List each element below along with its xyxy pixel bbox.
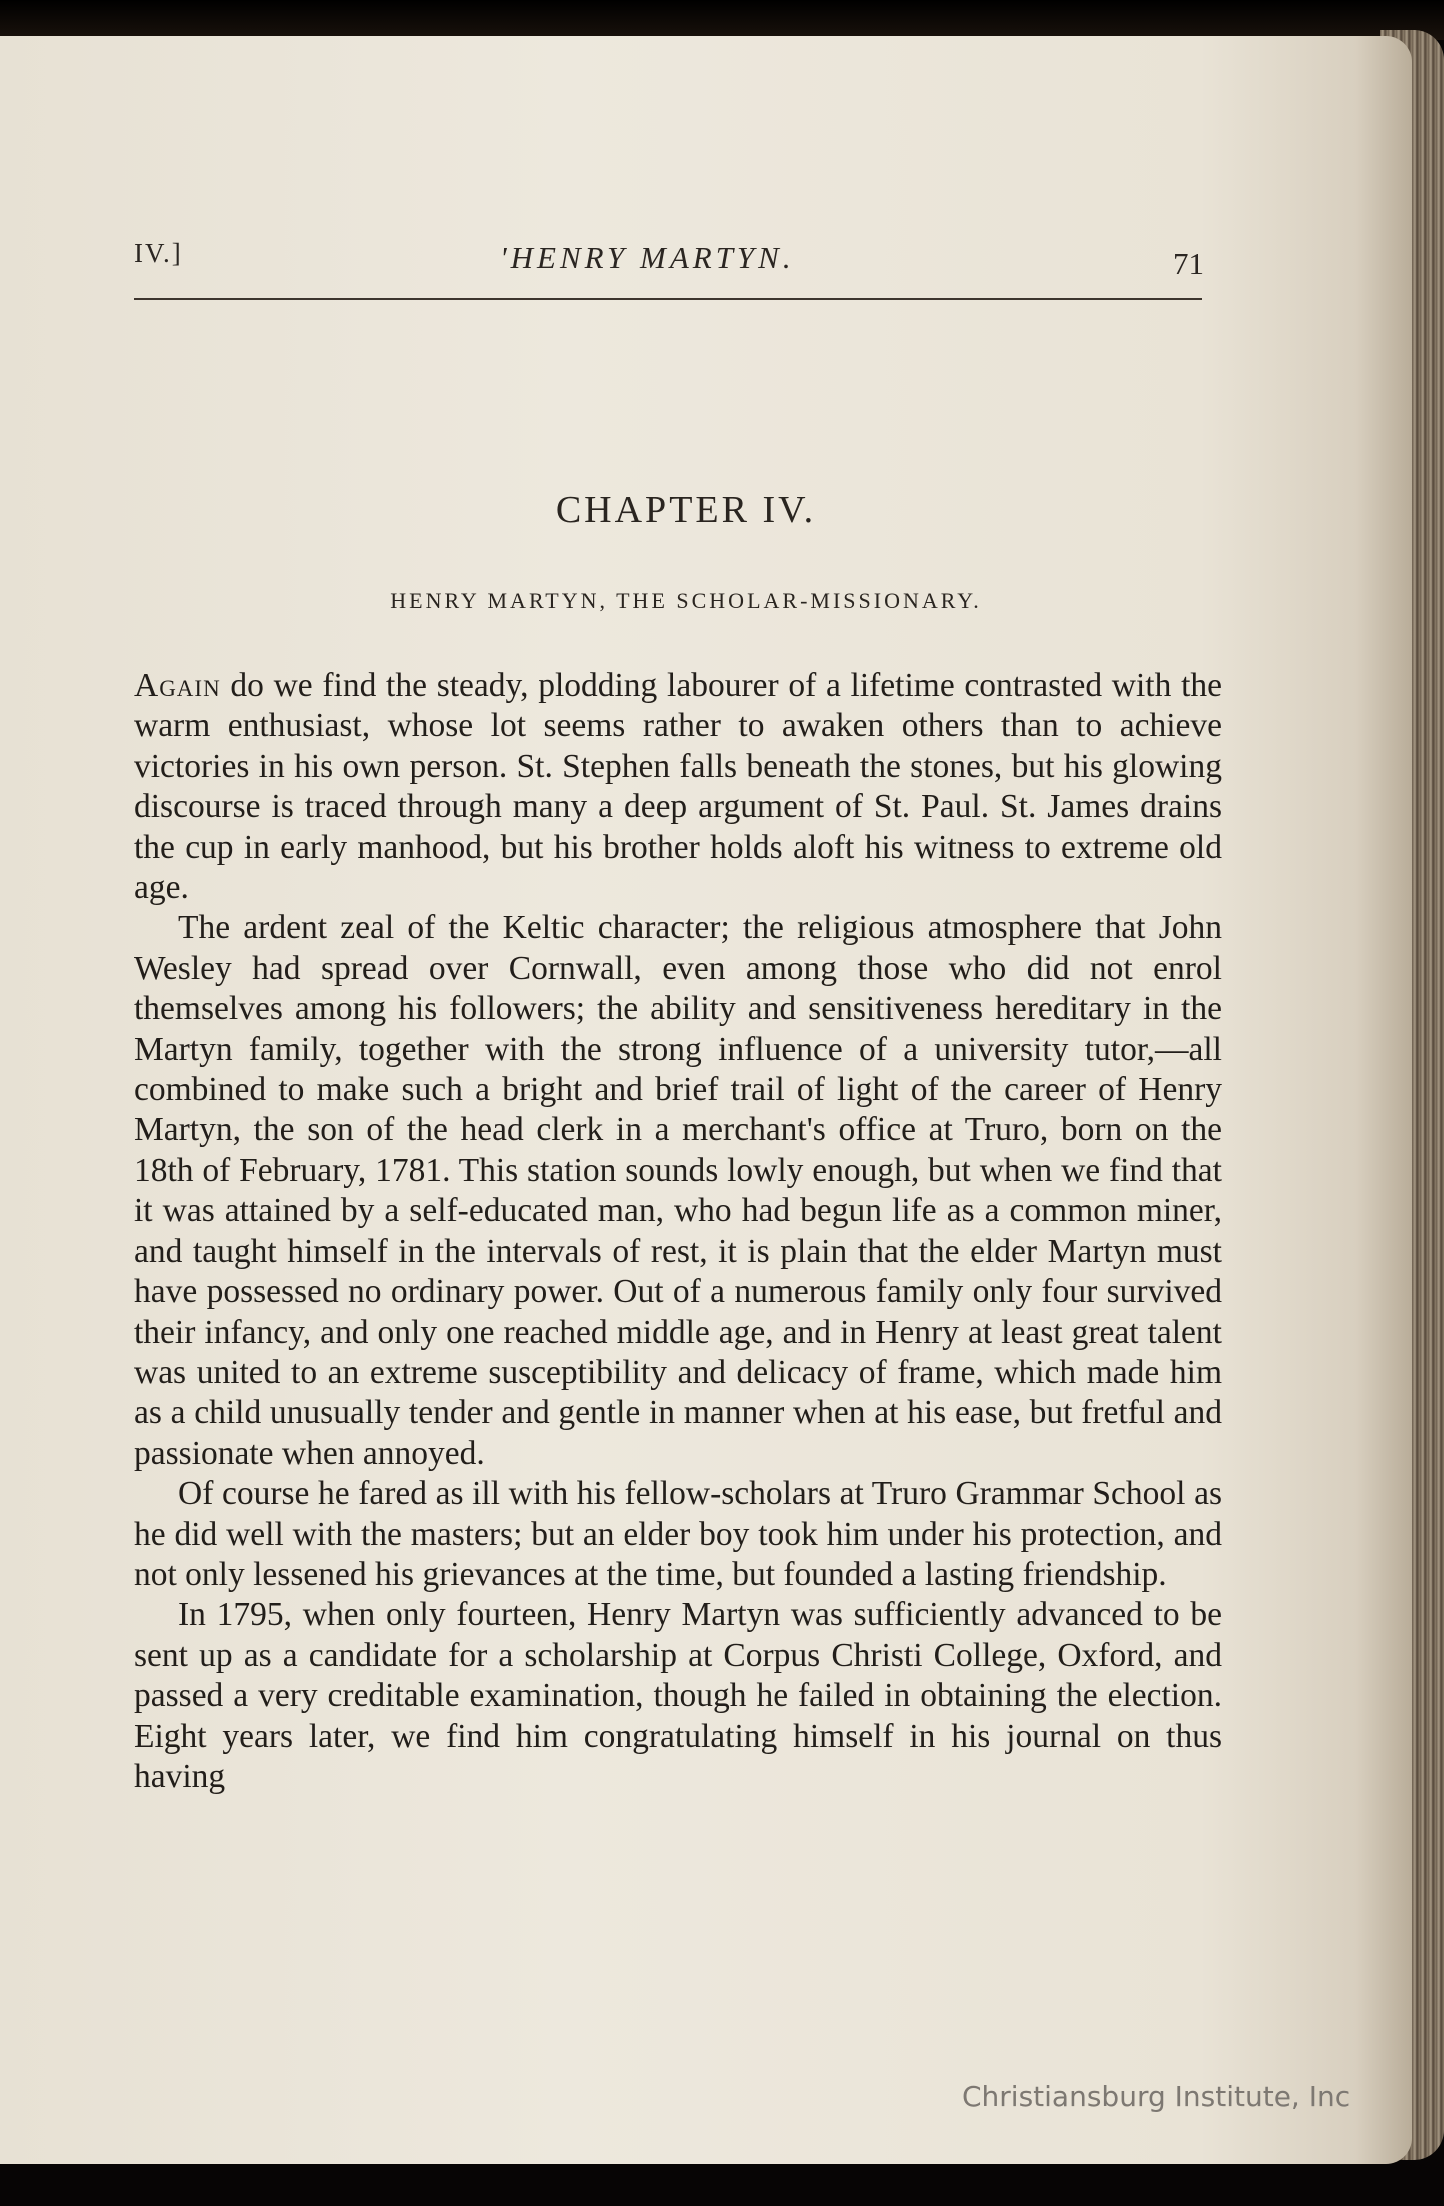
page-number: 71 — [1173, 246, 1204, 281]
book-page — [0, 36, 1412, 2164]
running-head-title: 'HENRY MARTYN. — [500, 240, 795, 275]
paragraph-3: Of course he fared as ill with his fellow-scholars at Truro Grammar School as he did well with the masters; but an elder boy took him under his protection, and not only lessened his grievances at the time, but founded a lasting friendship. — [134, 1475, 1222, 1593]
watermark: Christiansburg Institute, Inc — [962, 2080, 1351, 2113]
header-rule — [134, 298, 1202, 300]
paragraph-2: The ardent zeal of the Keltic character; the religious atmosphere that John Wesley had spread over Cornwall, even among those who did not enrol themselves among his followers; the ability and sensitiveness hereditary in the Martyn family, together with the strong influence of a university tutor,—all combined to make such a bright and brief trail of light of the career of Henry Martyn, the son of the head clerk in a merchant's office at Truro, born on the 18th of February, 1781. This station sounds lowly enough, but when we find that it was attained by a self-educated man, who had begun life as a common miner, and taught himself in the intervals of rest, it is plain that the elder Martyn must have possessed no ordinary power. Out of a numerous family only four survived their infancy, and only one reached middle age, and in Henry at least great talent was united to an extreme susceptibility and delicacy of frame, which made him as a child unusually tender and gentle in manner when at his ease, but fretful and passionate when annoyed. — [134, 909, 1222, 1472]
body-text — [134, 666, 1222, 1797]
running-head-chapter: IV.] — [134, 238, 183, 268]
paragraph-4: In 1795, when only fourteen, Henry Martyn was sufficiently advanced to be sent up as a candidate for a scholarship at Corpus Christi College, Oxford, and passed a very creditable examination, though he failed in obtaining the election. Eight years later, we find him congratulating himself in his journal on thus having — [134, 1596, 1222, 1795]
top-shadow — [0, 0, 1444, 40]
running-head — [134, 232, 1204, 292]
paragraph-1-text: do we find the steady, plodding labourer of a lifetime contrasted with the warm enthusiast, whose lot seems rather to awaken others than to achieve victories in his own person. St. Stephen falls beneath the stones, but his glowing discourse is traced through many a deep argument of St. Paul. St. James drains the cup in early manhood, but his brother holds aloft his witness to extreme old age. — [134, 667, 1222, 907]
paragraph-lead-word: Again — [134, 667, 221, 704]
chapter-subtitle: HENRY MARTYN, THE SCHOLAR-MISSIONARY. — [390, 588, 982, 613]
chapter-title: CHAPTER IV. — [555, 489, 817, 531]
paragraph-1 — [134, 666, 1222, 908]
